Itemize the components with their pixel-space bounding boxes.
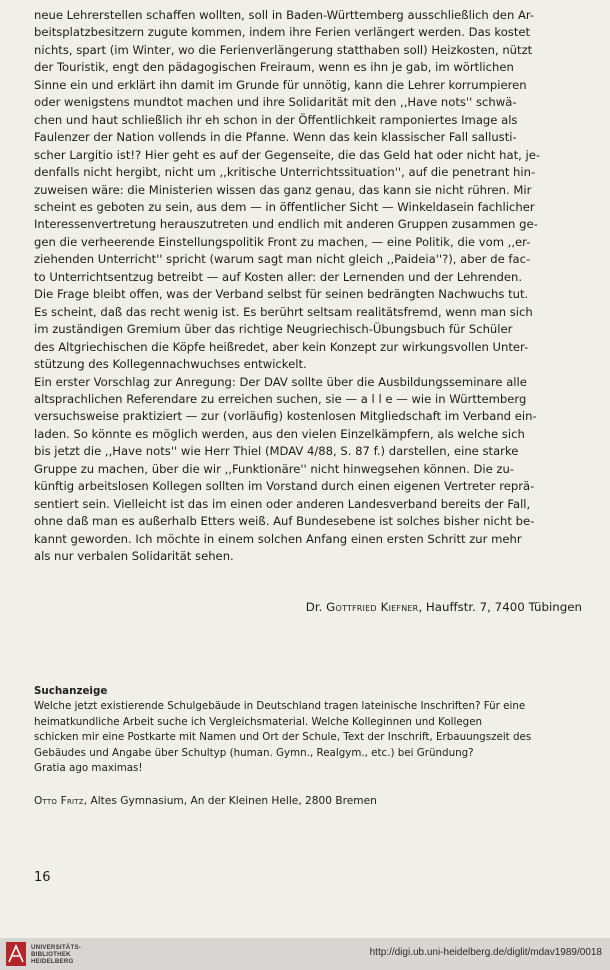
article-line: als nur verbalen Solidarität sehen. (34, 549, 234, 564)
article-line: Faulenzer der Nation vollends in die Pfanne. Wenn das kein klassischer Fall sallusti- (34, 130, 517, 145)
article-line: kannt geworden. Ich möchte in einem solchen Anfang einen ersten Schritt zur mehr (34, 531, 522, 546)
article-line: der Touristik, engt den pädagogischen Freiraum, wenn es ihn je gab, im wörtlichen (34, 60, 514, 75)
search-ad-line: Gratia ago maximas! (34, 762, 143, 775)
library-seal-icon (6, 942, 26, 966)
library-logo-text (31, 944, 81, 965)
search-ad-line: Gebäudes und Angabe über Schultyp (human. Gymn., Realgym., etc.) bei Gründung? (34, 746, 474, 759)
article-line: gen die verheerende Einstellungspolitik Front zu machen, — eine Politik, die vom ,,er- (34, 234, 531, 249)
article-line: zuweisen wäre: die Ministerien wissen das ganz genau, das kann sie nicht rühren. Mir (34, 182, 532, 197)
article-line: Sinne ein und erklärt ihn damit im Grunde für unnötig, kann die Lehrer korrumpieren (34, 77, 527, 92)
search-ad (34, 684, 582, 776)
article-line: ohne daß man es außerhalb Etters weiß. Auf Bundesebene ist solches bisher nicht be- (34, 514, 535, 529)
article-line: scher Largitio ist!? Hier geht es auf der Gegenseite, die das Geld hat oder nicht hat, je- (34, 147, 541, 162)
search-ad-author (34, 795, 377, 807)
article-line: Ein erster Vorschlag zur Anregung: Der DAV sollte über die Ausbildungsseminare alle (34, 374, 527, 389)
article-line: oder wenigstens mundtot machen und ihre Solidarität mit den ,,Have nots'' schwä- (34, 95, 517, 110)
author-address: , Hauffstr. 7, 7400 Tübingen (418, 600, 582, 614)
article-line: neue Lehrerstellen schaffen wollten, soll in Baden-Württemberg ausschließlich den Ar- (34, 8, 535, 22)
logo-line: UNIVERSITÄTS- (31, 943, 82, 951)
author-name: Gottfried Kiefner (326, 600, 419, 614)
article-line: ziehenden Unterricht'' spricht (warum sagt man nicht gleich ,,Paideia''?), aber de fac- (34, 252, 531, 267)
search-ad-line: schicken mir eine Postkarte mit Namen und Ort der Schule, Text der Inschrift, Erbauungszeit des (34, 731, 532, 744)
search-ad-line: heimatkundliche Arbeit suche ich Vergleichsmaterial. Welche Kolleginnen und Kollegen (34, 715, 483, 728)
author-title: Dr. (305, 600, 323, 614)
search-ad-author-name: Otto Fritz (34, 795, 84, 807)
article-line: nichts, spart (im Winter, wo die Ferienverlängerung statthaben soll) Heizkosten, nützt (34, 42, 533, 57)
article-line: versuchsweise praktiziert — zur (vorläufig) kostenlosen Mitgliedschaft im Verband ein- (34, 409, 537, 424)
article-line: im zuständigen Gremium über das richtige Neugriechisch-Übungsbuch für Schüler (34, 322, 513, 337)
article-line: Gruppe zu machen, über die wir ,,Funktionäre'' nicht hinwegsehen können. Die zu- (34, 461, 515, 476)
source-url-link[interactable]: http://digi.ub.uni-heidelberg.de/diglit/mdav1989/0018 (369, 947, 602, 958)
article-line: bis jetzt die ,,Have nots'' wie Herr Thiel (MDAV 4/88, S. 87 f.) darstellen, eine starke (34, 444, 519, 459)
article-line: Die Frage bleibt offen, was der Verband selbst für seinen bedrängten Nachwuchs tut. (34, 287, 529, 302)
article-line: chen und haut schließlich ihr eh schon in der Öffentlichkeit ramponiertes Image als (34, 112, 518, 127)
article-line: stützung des Kollegennachwuchses entwickelt. (34, 357, 307, 372)
page-number: 16 (34, 870, 51, 885)
library-logo (6, 942, 81, 966)
article-line: beitsplatzbesitzern zugute kommen, indem ihre Ferien verlängert werden. Das kostet (34, 25, 531, 40)
logo-line: HEIDELBERG (31, 957, 74, 965)
article-line: des Altgriechischen die Köpfe heißredet, aber kein Konzept zur wirkungsvollen Unter- (34, 339, 529, 354)
search-ad-heading: Suchanzeige (34, 685, 108, 697)
article-line: Interessenvertretung herauszutreten und endlich mit anderen Gruppen zusammen ge- (34, 217, 538, 232)
article-line: scheint es geboten zu sein, aus dem — in öffentlicher Sicht — Winkeldasein fachlicher (34, 199, 535, 214)
article-line: altsprachlichen Referendare zu erreichen suchen, sie — a l l e — wie in Württemberg (34, 391, 527, 406)
article-line: denfalls nicht hergibt, nicht um ,,kritische Unterrichtssituation'', auf die penetrant hin- (34, 165, 536, 180)
article-line: laden. So könnte es möglich werden, aus den vielen Einzelkämpfern, als welche sich (34, 426, 525, 441)
article-line: to Unterrichtsentzug betreibt — auf Kosten aller: der Lernenden und der Lehrenden. (34, 269, 523, 284)
article-line: Es scheint, daß das recht wenig ist. Es berührt seltsam realitätsfremd, wenn man sich (34, 304, 533, 319)
search-ad-author-address: , Altes Gymnasium, An der Kleinen Helle, 2800 Bremen (83, 795, 377, 807)
search-ad-line: Welche jetzt existierende Schulgebäude in Deutschland tragen lateinische Inschriften? Für eine (34, 700, 526, 713)
logo-line: BIBLIOTHEK (31, 950, 71, 958)
article-body (34, 7, 580, 566)
article-line: sentiert sein. Vielleicht ist das im einen oder anderen Landesverband bereits der Fall, (34, 496, 531, 511)
author-signature (34, 600, 582, 614)
article-line: künftig arbeitslosen Kollegen sollten im Vorstand durch einen eigenen Vertreter reprä- (34, 479, 535, 494)
